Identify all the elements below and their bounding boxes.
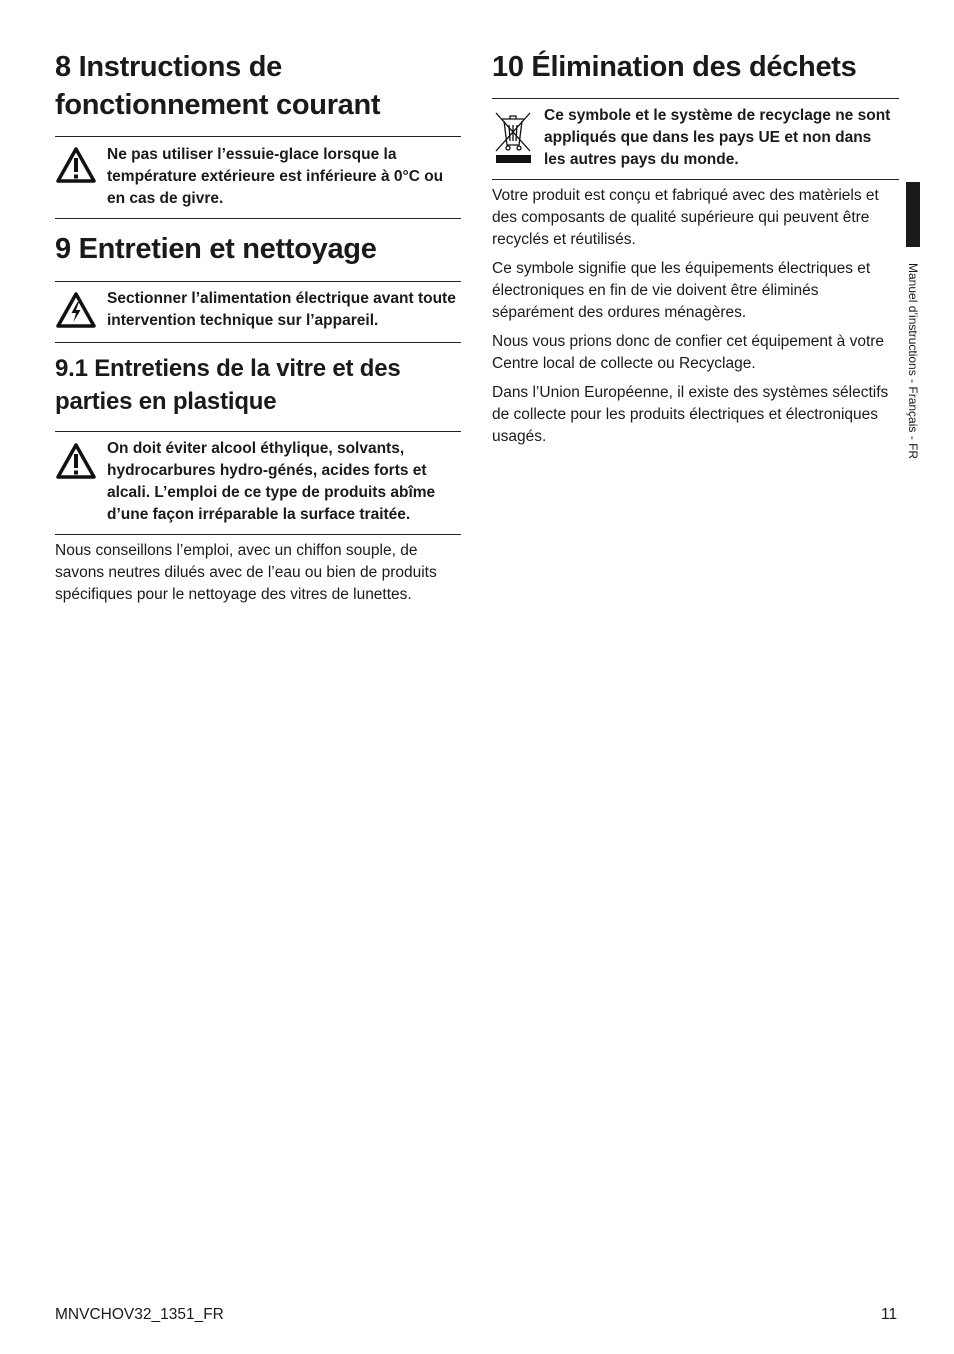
section-9-1-heading: 9.1 Entretiens de la vitre et des parties en plastique [55,355,401,415]
section-9-warning [55,281,461,343]
warning-triangle-icon [55,144,107,189]
page-number: 11 [881,1306,898,1323]
section-9-1-warning-text: On doit éviter alcool éthylique, solvants, hydrocarbures hydro-génés, acides forts et alcali. L’emploi de ce type de produits abîme d’une façon irréparable la surface traitée. [107,440,436,523]
document-code: MNVCHOV32_1351_FR [55,1306,224,1323]
section-9-heading: 9 Entretien et nettoyage [55,233,377,265]
section-8-warning [55,136,461,219]
crossed-bin-icon [492,105,544,170]
section-9-warning-text: Sectionner l’alimentation électrique avant toute intervention technique sur l’appareil. [107,290,456,329]
left-column [55,48,461,606]
section-10-body [492,185,899,448]
right-column [492,48,899,448]
paragraph: Nous vous prions donc de confier cet équipement à votre Centre local de collecte ou Recyclage. [492,333,885,372]
section-10-notice-text: Ce symbole et le système de recyclage ne sont appliqués que dans les pays UE et non dans les autres pays du monde. [544,107,891,168]
paragraph: Ce symbole signifie que les équipements électriques et électroniques en fin de vie doivent être éliminés séparément des ordures ménagères. [492,260,871,321]
section-8-warning-text: Ne pas utiliser l’essuie-glace lorsque la température extérieure est inférieure à 0°C ou en cas de givre. [107,146,444,207]
paragraph: Dans l’Union Européenne, il existe des systèmes sélectifs de collecte pour les produits électriques et électroniques usagés. [492,384,889,445]
side-tab-marker [906,182,920,247]
electric-hazard-icon [55,288,107,334]
section-10-heading: 10 Élimination des déchets [492,51,857,83]
section-8-heading: 8 Instructions de fonctionnement courant [55,51,381,121]
side-tab-label: Manuel d’instructions - Français - FR [906,263,920,460]
section-9-1-body: Nous conseillons l’emploi, avec un chiffon souple, de savons neutres dilués avec de l’eau ou bien de produits spécifiques pour le nettoyage des vitres de lunettes. [55,542,437,603]
section-10-notice [492,98,899,180]
paragraph: Votre produit est conçu et fabriqué avec des matèriels et des composants de qualité supérieure qui peuvent être recyclés et réutilisés. [492,187,879,248]
warning-triangle-icon [55,438,107,485]
section-9-1-warning [55,431,461,535]
